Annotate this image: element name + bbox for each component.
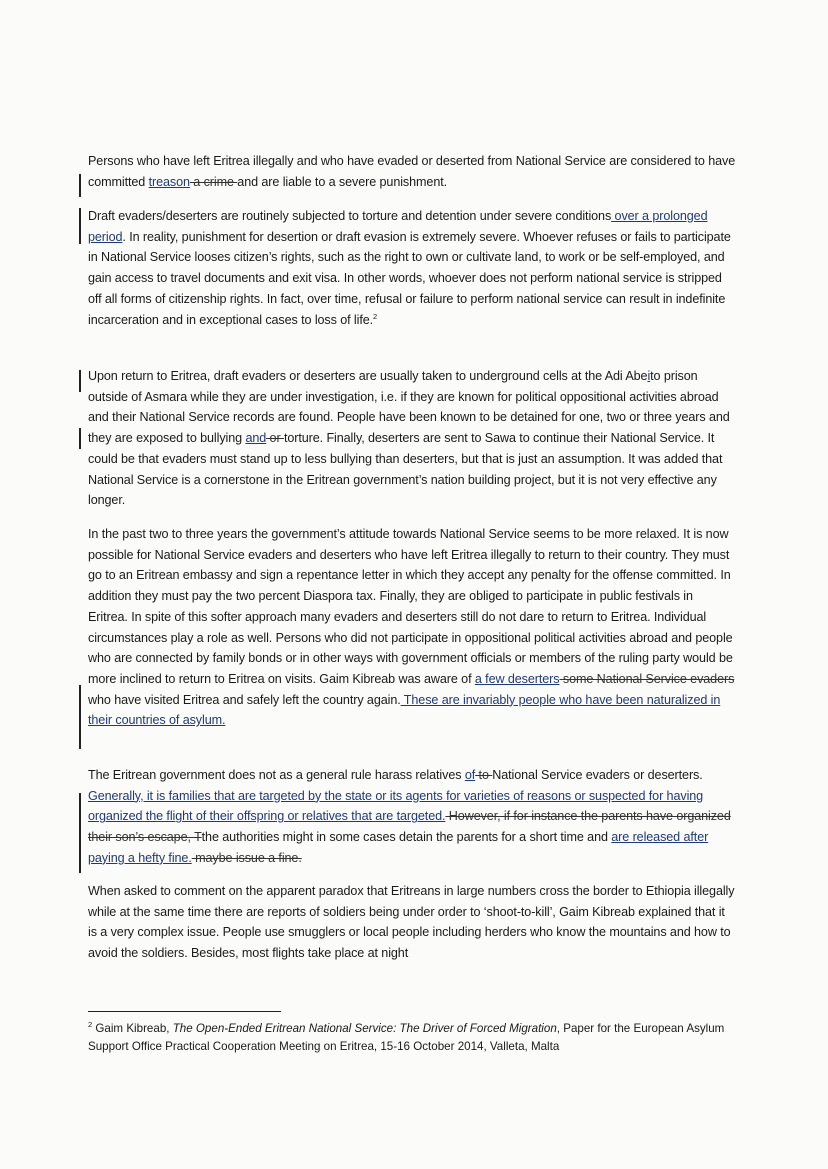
tracked-insertion: Generally, it is families that are targeted by the state or its agents for varieties of reasons or suspected for having organized the flight of their offspring or relatives that are targeted.	[88, 788, 704, 824]
change-bar	[79, 428, 81, 449]
paragraph-3: Upon return to Eritrea, draft evaders or deserters are usually taken to underground cells at the Adi Abeito prison outside of Asmara while they are under investigation, i.e. if they are known for political oppositional activities abroad and their National Service records are found. People have been known to be detained for one, two or three years and they are exposed to bullying and or torture. Finally, deserters are sent to Sawa to continue their National Service. It could be that evaders must stand up to less bullying than deserters, but that is just an assumption. It was added that National Service is a cornerstone in the Eritrean government’s nation building project, but it is not very effective any longer.	[88, 369, 730, 508]
tracked-deletion: to	[475, 768, 493, 782]
tracked-deletion: or	[266, 431, 284, 446]
change-bar	[79, 370, 81, 392]
tracked-deletion: a crime	[189, 174, 238, 189]
footnote-ref: 2	[373, 311, 378, 321]
paragraph-4: In the past two to three years the government’s attitude towards National Service seems to be more relaxed. It is now possible for National Service evaders and deserters who have left Eritrea illegally to return to their country. They must go to an Eritrean embassy and sign a repentance letter in which they accept any penalty for the offense committed. In addition they must pay the two percent Diaspora tax. Finally, they are obliged to participate in public festivals in Eritrea. In spite of this softer approach many evaders and deserters still do not dare to return to Eritrea. Individual circumstances play a role as well. Persons who did not participate in oppositional political activities abroad and people who are connected by family bonds or in other ways with government officials or members of the ruling party would be more inclined to return to Eritrea on visits. Gaim Kibreab was aware of a few deserters some National Service evaders who have visited Eritrea and safely left the country again. These are invariably people who have been naturalized in their countries of asylum.	[88, 527, 735, 728]
change-bar	[79, 793, 81, 873]
tracked-deletion: However, if for instance the parents have organized their son’s escape,	[88, 809, 731, 845]
tracked-deletion: some National Service evaders	[559, 671, 735, 686]
tracked-insertion: treason	[148, 174, 190, 189]
tracked-insertion: of	[464, 768, 476, 782]
tracked-deletion: maybe issue a fine.	[191, 850, 302, 865]
change-bar	[79, 685, 81, 749]
tracked-deletion: T	[194, 830, 202, 845]
change-bar	[79, 208, 81, 244]
paragraph-2: Draft evaders/deserters are routinely subjected to torture and detention under severe conditions over a prolonged period. In reality, punishment for desertion or draft evasion is extremely severe. Whoever refuses or fails to participate in National Service looses citizen’s rights, such as the right to own or cultivate land, to work or be self-employed, and gain access to travel documents and exit visa. In other words, whoever does not perform national service is stripped off all forms of citizenship rights. In fact, over time, refusal or failure to perform national service can result in indefinite incarceration and in exceptional cases to loss of life.$^2$	[88, 209, 731, 327]
footnote-number: 2	[88, 1020, 93, 1029]
footnote-separator	[88, 1011, 281, 1012]
paragraph-5: The Eritrean government does not as a general rule harass relatives of to National Service evaders or deserters. Generally, it is families that are targeted by the state or its agents for varieties of reasons or suspected for having organized the flight of their offspring or relatives that are targeted. However, if for instance the parents have organized their son’s escape, Tthe authorities might in some cases detain the parents for a short time and are released after paying a hefty fine. maybe issue a fine.	[88, 768, 731, 865]
tracked-insertion: These are invariably people who have been naturalized in their countries of asylum.	[88, 692, 721, 728]
change-bar	[79, 174, 81, 197]
footnote-title: The Open-Ended Eritrean National Service: The Driver of Forced Migration	[172, 1022, 557, 1035]
tracked-insertion: and	[245, 431, 267, 446]
footnote: $^2$ Gaim Kibreab, The Open-Ended Eritrean National Service: The Driver of Forced Migration, Paper for the European Asylum Support Office Practical Cooperation Meeting on Eritrea, 15-16 October 2014, Valleta, Malta	[88, 1020, 725, 1053]
tracked-insertion: over a prolonged period	[88, 209, 708, 244]
tracked-insertion: are released after paying a hefty fine.	[88, 830, 709, 865]
tracked-insertion: a few deserters	[474, 671, 560, 686]
tracked-insertion: i	[647, 369, 651, 383]
paragraph-6: When asked to comment on the apparent paradox that Eritreans in large numbers cross the border to Ethiopia illegally while at the same time there are reports of soldiers being under order to ‘shoot-to-kill’, Gaim Kibreab explained that it is a very complex issue. People use smugglers or local people including herders who know the mountains and how to avoid the soldiers. Besides, most flights take place at night	[88, 884, 735, 961]
paragraph-1: Persons who have left Eritrea illegally and who have evaded or deserted from National Service are considered to have committed treason a crime and are liable to a severe punishment.	[88, 154, 736, 189]
